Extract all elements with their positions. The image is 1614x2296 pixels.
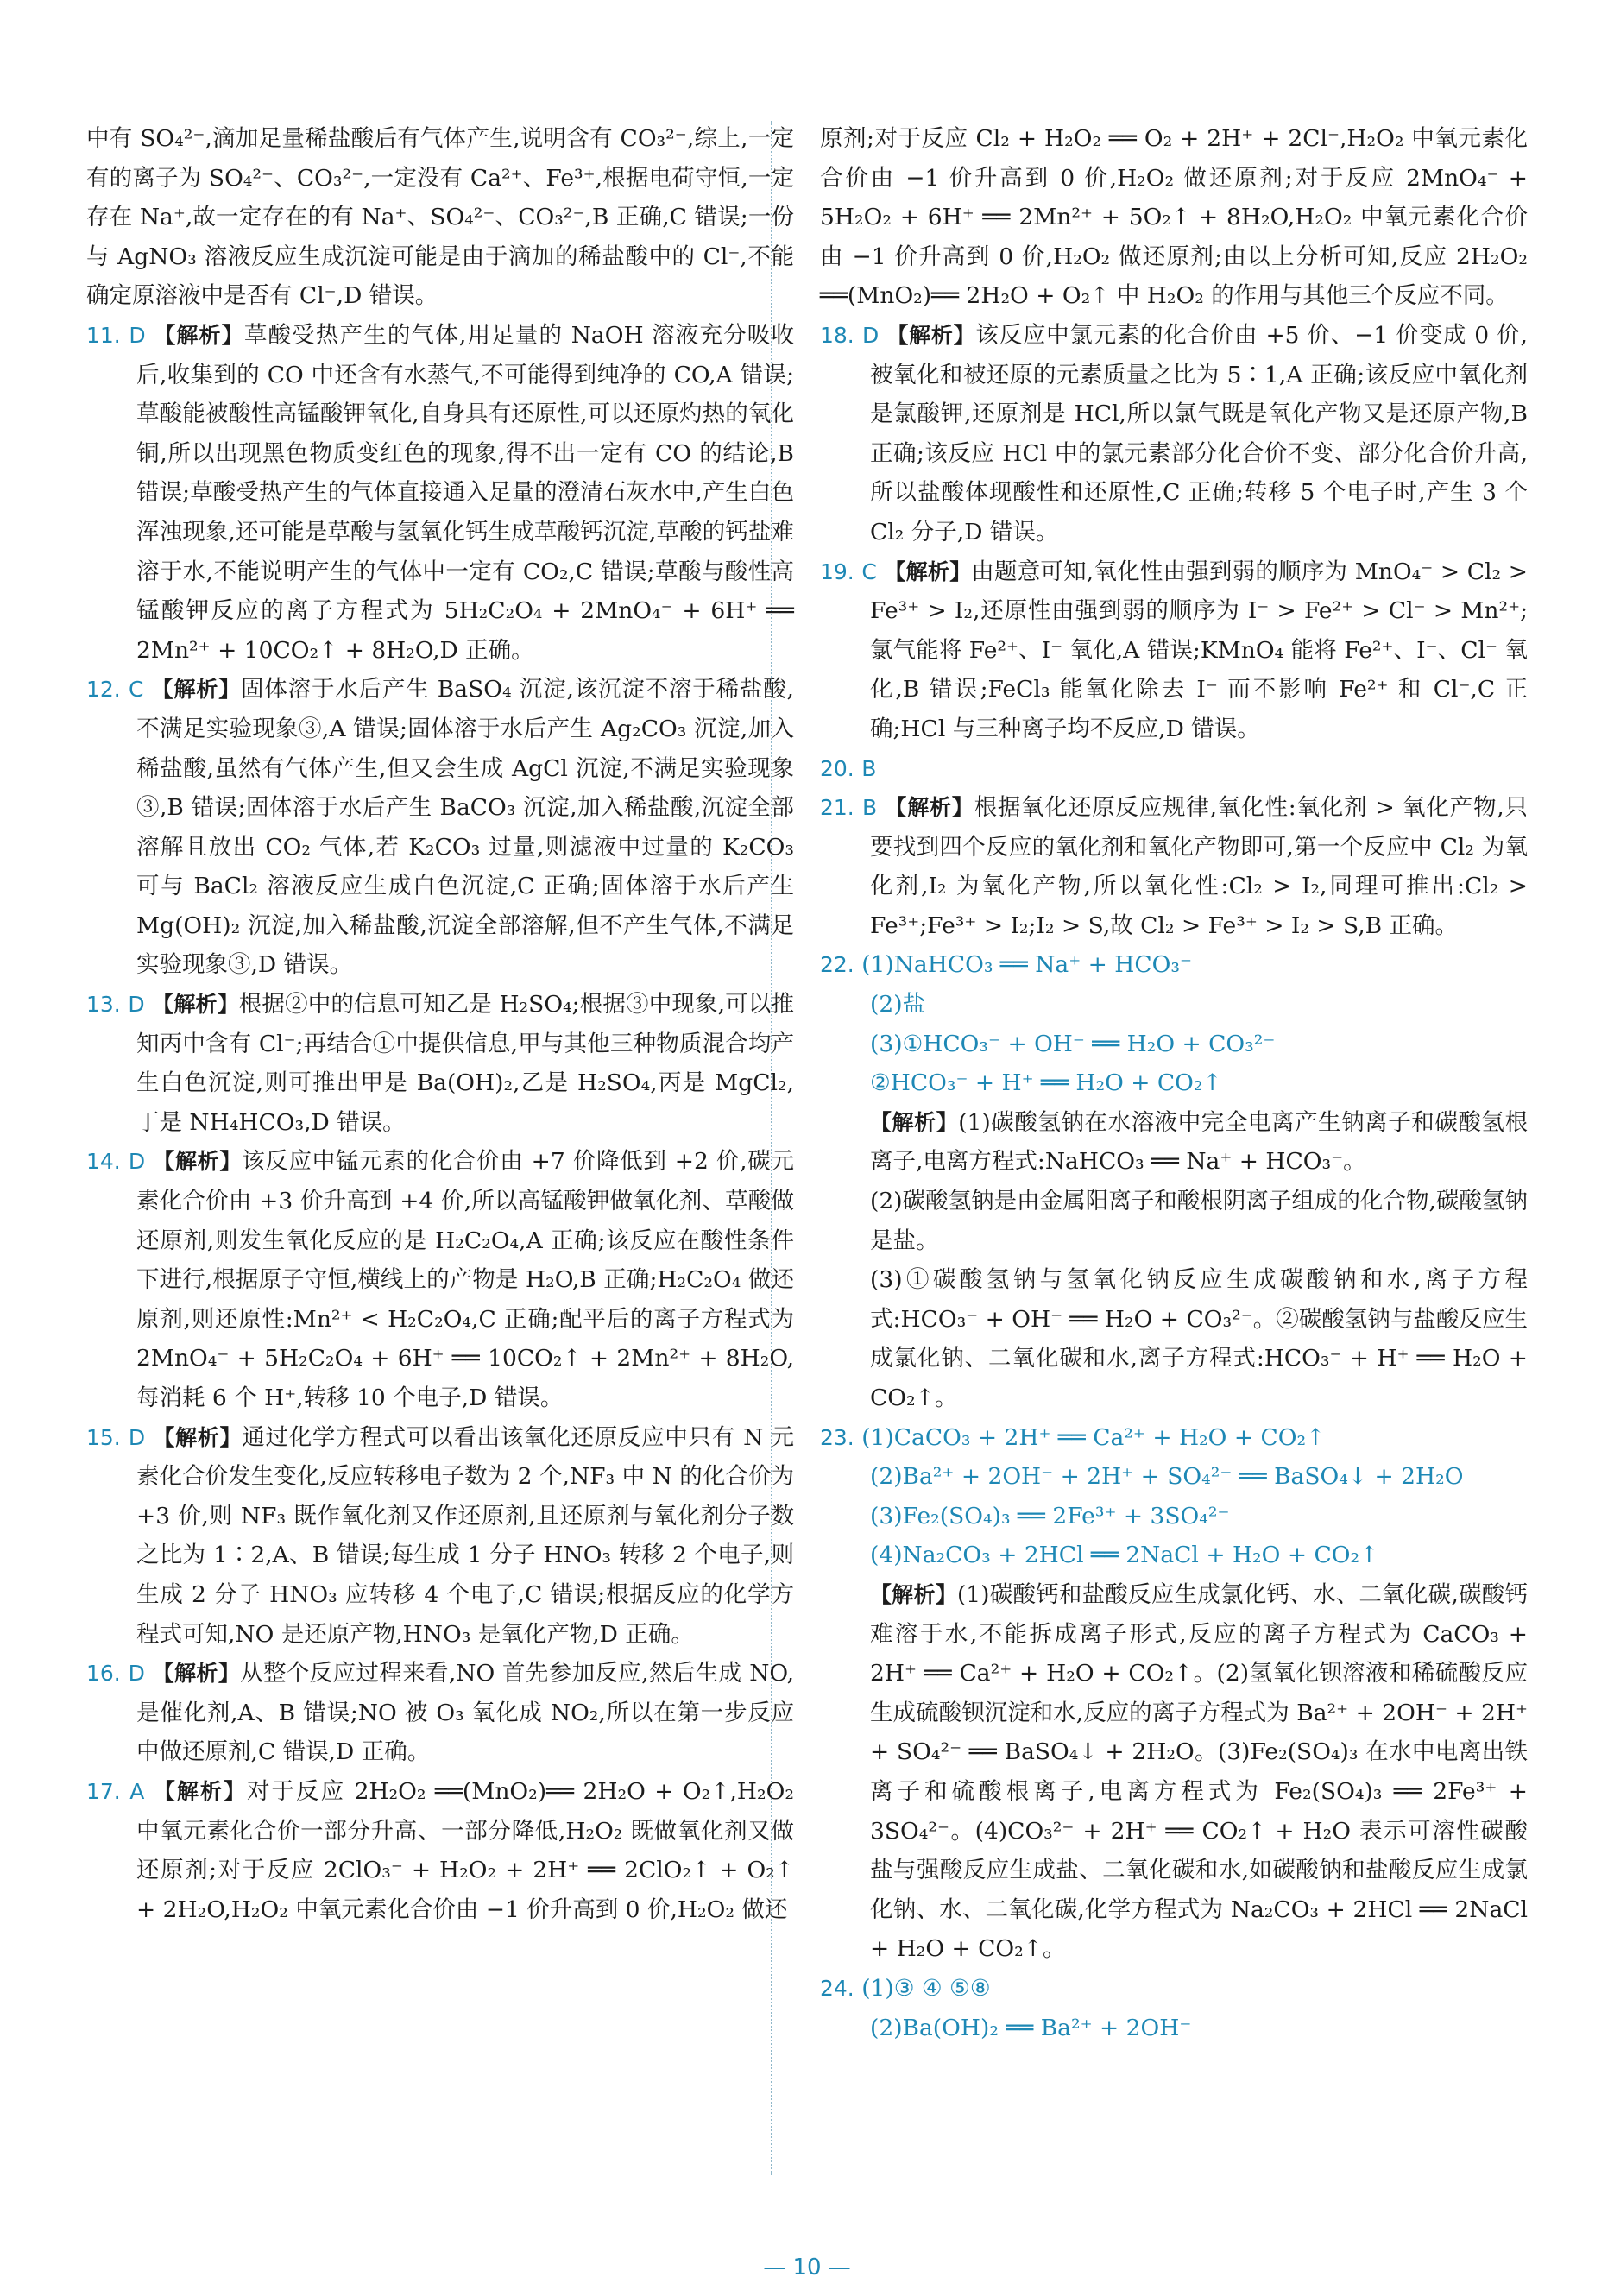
question-number: 22.	[820, 952, 854, 978]
answer-letter: D	[128, 1149, 146, 1175]
answer-line: (4)Na₂CO₃ + 2HCl ══ 2NaCl + H₂O + CO₂↑	[870, 1542, 1379, 1569]
analysis-text: 从整个反应过程来看,NO 首先参加反应,然后生成 NO,是催化剂,A、B 错误;NO 被 O₃ 氧化成 NO₂,所以在第一步反应中做还原剂,C 错误,D 正确。	[136, 1660, 794, 1766]
analysis-tag: 【解析】	[153, 1778, 247, 1804]
analysis-tag: 【解析】	[152, 1661, 241, 1687]
question-number: 20.	[820, 755, 854, 781]
question-11	[86, 316, 794, 670]
question-17	[86, 1772, 794, 1929]
analysis-tag: 【解析】	[870, 1109, 959, 1135]
answer-letter: C	[861, 558, 877, 584]
question-23	[820, 1418, 1528, 1458]
question-number: 19.	[820, 558, 854, 584]
analysis-text: 对于反应 2H₂O₂ ══(MnO₂)══ 2H₂O + O₂↑,H₂O₂ 中氧元素化合价一部分升高、一部分降低,H₂O₂ 既做氧化剂又做还原剂;对于反应 2ClO₃⁻ + H₂O₂ + 2H⁺ ══ 2ClO₂↑ + O₂↑ + 2H₂O,H₂O₂ 中氧元素化合价由 −1 价升高到 0 价,H₂O₂ 做还	[136, 1777, 794, 1923]
answer-line: (1)CaCO₃ + 2H⁺ ══ Ca²⁺ + H₂O + CO₂↑	[861, 1423, 1326, 1451]
analysis-text: 草酸受热产生的气体,用足量的 NaOH 溶液充分吸收后,收集到的 CO 中还含有水蒸气,不可能得到纯净的 CO,A 错误;草酸能被酸性高锰酸钾氧化,自身具有还原性,可以还原灼热的氧化铜,所以出现黑色物质变红色的现象,得不出一定有 CO 的结论,B 错误;草酸受热产生的气体直接通入足量的澄清石灰水中,产生白色浑浊现象,还可能是草酸与氢氧化钙生成草酸钙沉淀,草酸的钙盐难溶于水,不能说明产生的气体中一定有 CO₂,C 错误;草酸与酸性高锰酸钾反应的离子方程式为 5H₂C₂O₄ + 2MnO₄⁻ + 6H⁺ ══ 2Mn²⁺ + 10CO₂↑ + 8H₂O,D 正确。	[136, 321, 794, 664]
question-number: 12.	[86, 677, 121, 703]
analysis-tag: 【解析】	[884, 558, 972, 584]
answer-line: (3)①HCO₃⁻ + OH⁻ ══ H₂O + CO₃²⁻	[870, 1030, 1276, 1057]
analysis-text: (1)碳酸钙和盐酸反应生成氯化钙、水、二氧化碳,碳酸钙难溶于水,不能拆成离子形式,反应的离子方程式为 CaCO₃ + 2H⁺ ══ Ca²⁺ + H₂O + CO₂↑。(2)氢氧化钡溶液和稀硫酸反应生成硫酸钡沉淀和水,反应的离子方程式为 Ba²⁺ + 2OH⁻ + 2H⁺ + SO₄²⁻ ══ BaSO₄↓ + 2H₂O。(3)Fe₂(SO₄)₃ 在水中电离出铁离子和硫酸根离子,电离方程式为 Fe₂(SO₄)₃ ══ 2Fe³⁺ + 3SO₄²⁻。(4)CO₃²⁻ + 2H⁺ ══ CO₂↑ + H₂O 表示可溶性碳酸盐与强酸反应生成盐、二氧化碳和水,如碳酸钠和盐酸反应生成氯化钠、水、二氧化碳,化学方程式为 Na₂CO₃ + 2HCl ══ 2NaCl + H₂O + CO₂↑。	[870, 1580, 1528, 1963]
page-number: — 10 —	[763, 2255, 851, 2280]
analysis-tag: 【解析】	[153, 1149, 243, 1175]
analysis-text: 通过化学方程式可以看出该氧化还原反应中只有 N 元素化合价发生变化,反应转移电子数为 2 个,NF₃ 中 N 的化合价为 +3 价,则 NF₃ 既作氧化剂又作还原剂,且还原剂与氧化剂分子数之比为 1∶2,A、B 错误;每生成 1 分子 HNO₃ 转移 2 个电子,则生成 2 分子 HNO₃ 应转移 4 个电子,C 错误;根据反应的化学方程式可知,NO 是还原产物,HNO₃ 是氧化产物,D 正确。	[136, 1423, 794, 1648]
analysis-paragraph	[820, 1103, 1528, 1182]
question-24	[820, 1969, 1528, 2009]
question-number: 11.	[86, 322, 121, 348]
answer-letter: C	[129, 677, 144, 703]
answer-line: (1)NaHCO₃ ══ Na⁺ + HCO₃⁻	[861, 951, 1192, 979]
answer-line: (1)③ ④ ⑤⑧	[861, 1974, 991, 2002]
answer-letter: D	[861, 322, 880, 348]
right-intro: 原剂;对于反应 Cl₂ + H₂O₂ ══ O₂ + 2H⁺ + 2Cl⁻,H₂O₂ 中氧元素化合价由 −1 价升高到 0 价,H₂O₂ 做还原剂;对于反应 2MnO₄⁻ + 5H₂O₂ + 6H⁺ ══ 2Mn²⁺ + 5O₂↑ + 8H₂O,H₂O₂ 中氧元素化合价由 −1 价升高到 0 价,H₂O₂ 做还原剂;由以上分析可知,反应 2H₂O₂ ══(MnO₂)══ 2H₂O + O₂↑ 中 H₂O₂ 的作用与其他三个反应不同。	[820, 125, 1528, 310]
question-16	[86, 1654, 794, 1772]
question-15	[86, 1418, 794, 1655]
question-number: 16.	[86, 1661, 121, 1687]
left-intro: 中有 SO₄²⁻,滴加足量稀盐酸后有气体产生,说明含有 CO₃²⁻,综上,一定有的离子为 SO₄²⁻、CO₃²⁻,一定没有 Ca²⁺、Fe³⁺,根据电荷守恒,一定存在 Na⁺,故一定存在的有 Na⁺、SO₄²⁻、CO₃²⁻,B 正确,C 错误;一份与 AgNO₃ 溶液反应生成沉淀可能是由于滴加的稀盐酸中的 Cl⁻,不能确定原溶液中是否有 Cl⁻,D 错误。	[86, 125, 794, 310]
analysis-text: (1)碳酸氢钠在水溶液中完全电离产生钠离子和碳酸氢根离子,电离方程式:NaHCO₃ ══ Na⁺ + HCO₃⁻。	[870, 1108, 1528, 1176]
answer-letter: B	[861, 755, 877, 781]
question-19	[820, 552, 1528, 749]
question-number: 15.	[86, 1424, 121, 1450]
analysis-text: (3)①碳酸氢钠与氢氧化钠反应生成碳酸钠和水,离子方程式:HCO₃⁻ + OH⁻ ══ H₂O + CO₃²⁻。②碳酸氢钠与盐酸反应生成氯化钠、二氧化碳和水,离子方程式:HCO₃⁻ + H⁺ ══ H₂O + CO₂↑。	[870, 1266, 1528, 1411]
question-20	[820, 749, 1528, 789]
analysis-text: 根据氧化还原反应规律,氧化性:氧化剂 > 氧化产物,只要找到四个反应的氧化剂和氧化产物即可,第一个反应中 Cl₂ 为氧化剂,I₂ 为氧化产物,所以氧化性:Cl₂ > I₂,同理可推出:Cl₂ > Fe³⁺;Fe³⁺ > I₂;I₂ > S,故 Cl₂ > Fe³⁺ > I₂ > S,B 正确。	[870, 794, 1528, 939]
answer-letter: D	[128, 992, 145, 1018]
analysis-tag: 【解析】	[886, 322, 976, 348]
answer-line: ②HCO₃⁻ + H⁺ ══ H₂O + CO₂↑	[870, 1069, 1222, 1097]
answer-letter: D	[129, 322, 146, 348]
analysis-tag: 【解析】	[153, 1424, 243, 1450]
question-18	[820, 316, 1528, 552]
question-number: 18.	[820, 322, 854, 348]
question-number: 24.	[820, 1975, 854, 2001]
answer-line: (3)Fe₂(SO₄)₃ ══ 2Fe³⁺ + 3SO₄²⁻	[870, 1502, 1230, 1530]
analysis-text: (2)碳酸氢钠是由金属阳离子和酸根阴离子组成的化合物,碳酸氢钠是盐。	[870, 1188, 1528, 1254]
analysis-paragraph	[820, 1575, 1528, 1969]
analysis-tag: 【解析】	[154, 322, 244, 348]
left-column	[86, 119, 794, 1929]
question-number: 23.	[820, 1424, 854, 1450]
answer-line: (2)Ba(OH)₂ ══ Ba²⁺ + 2OH⁻	[870, 2014, 1192, 2041]
analysis-text: 由题意可知,氧化性由强到弱的顺序为 MnO₄⁻ > Cl₂ > Fe³⁺ > I₂,还原性由强到弱的顺序为 I⁻ > Fe²⁺ > Cl⁻ > Mn²⁺;氯气能将 Fe²⁺、I⁻ 氧化,A 错误;KMnO₄ 能将 Fe²⁺、I⁻、Cl⁻ 氧化,B 错误;FeCl₃ 能氧化除去 I⁻ 而不影响 Fe²⁺ 和 Cl⁻,C 正确;HCl 与三种离子均不反应,D 错误。	[870, 558, 1528, 742]
answer-line: (2)Ba²⁺ + 2OH⁻ + 2H⁺ + SO₄²⁻ ══ BaSO₄↓ + 2H₂O	[870, 1463, 1464, 1491]
answer-letter: D	[128, 1424, 146, 1450]
question-12	[86, 670, 794, 985]
analysis-tag: 【解析】	[885, 795, 974, 821]
answer-letter: A	[129, 1778, 145, 1804]
answer-line: (2)盐	[870, 991, 926, 1019]
right-column	[820, 119, 1528, 2047]
question-13	[86, 985, 794, 1142]
question-number: 21.	[820, 795, 854, 821]
analysis-tag: 【解析】	[870, 1581, 957, 1607]
question-number: 13.	[86, 992, 121, 1018]
analysis-text: 根据②中的信息可知乙是 H₂SO₄;根据③中现象,可以推知丙中含有 Cl⁻;再结合①中提供信息,甲与其他三种物质混合均产生白色沉淀,则可推出甲是 Ba(OH)₂,乙是 H₂SO₄,丙是 MgCl₂,丁是 NH₄HCO₃,D 错误。	[136, 991, 794, 1136]
question-21	[820, 788, 1528, 945]
analysis-tag: 【解析】	[151, 677, 242, 703]
question-number: 17.	[86, 1778, 121, 1804]
question-14	[86, 1142, 794, 1417]
answer-letter: B	[862, 795, 878, 821]
analysis-text: 该反应中氯元素的化合价由 +5 价、−1 价变成 0 价,被氧化和被还原的元素质量之比为 5∶1,A 正确;该反应中氧化剂是氯酸钾,还原剂是 HCl,所以氯气既是氧化产物又是还原产物,B 正确;该反应 HCl 中的氯元素部分化合价不变、部分化合价升高,所以盐酸体现酸性和还原性,C 正确;转移 5 个电子时,产生 3 个 Cl₂ 分子,D 错误。	[870, 321, 1528, 546]
analysis-text: 该反应中锰元素的化合价由 +7 价降低到 +2 价,碳元素化合价由 +3 价升高到 +4 价,所以高锰酸钾做氧化剂、草酸做还原剂,则发生氧化反应的是 H₂C₂O₄,A 正确;该反应在酸性条件下进行,根据原子守恒,横线上的产物是 H₂O,B 正确;H₂C₂O₄ 做还原剂,则还原性:Mn²⁺ < H₂C₂O₄,C 正确;配平后的离子方程式为 2MnO₄⁻ + 5H₂C₂O₄ + 6H⁺ ══ 10CO₂↑ + 2Mn²⁺ + 8H₂O,每消耗 6 个 H⁺,转移 10 个电子,D 错误。	[136, 1148, 794, 1411]
analysis-text: 固体溶于水后产生 BaSO₄ 沉淀,该沉淀不溶于稀盐酸,不满足实验现象③,A 错误;固体溶于水后产生 Ag₂CO₃ 沉淀,加入稀盐酸,虽然有气体产生,但又会生成 AgCl 沉淀,不满足实验现象③,B 错误;固体溶于水后产生 BaCO₃ 沉淀,加入稀盐酸,沉淀全部溶解且放出 CO₂ 气体,若 K₂CO₃ 过量,则滤液中过量的 K₂CO₃ 可与 BaCl₂ 溶液反应生成白色沉淀,C 正确;固体溶于水后产生 Mg(OH)₂ 沉淀,加入稀盐酸,沉淀全部溶解,但不产生气体,不满足实验现象③,D 错误。	[136, 676, 794, 979]
analysis-tag: 【解析】	[152, 992, 239, 1018]
question-22	[820, 945, 1528, 985]
answer-letter: D	[128, 1661, 145, 1687]
question-number: 14.	[86, 1149, 121, 1175]
